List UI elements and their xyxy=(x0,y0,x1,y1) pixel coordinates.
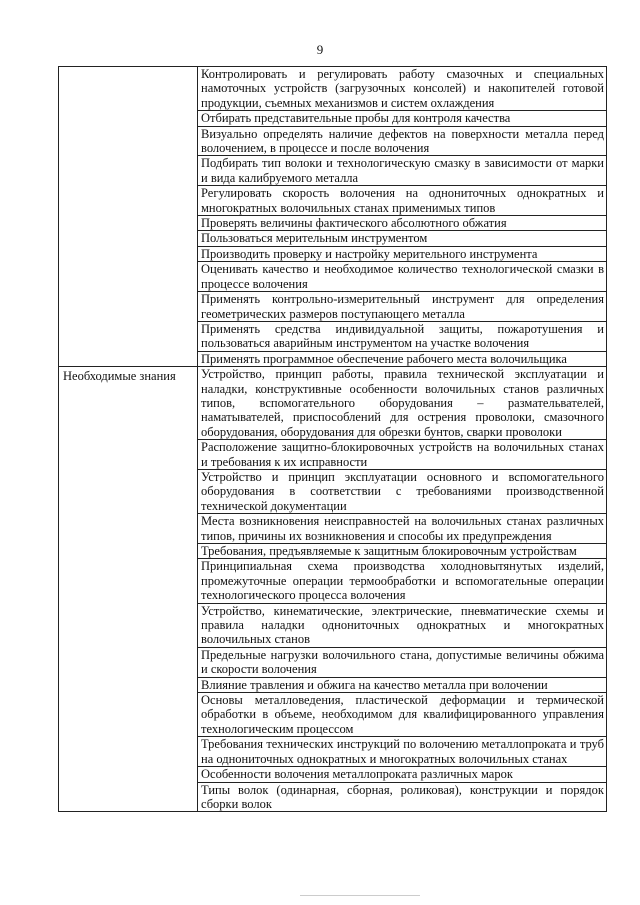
requirement-text: Особенности волочения металлопроката различных марок xyxy=(198,767,607,782)
section-label: Необходимые знания xyxy=(59,367,198,812)
requirement-text: Принципиальная схема производства холодновытянутых изделий, промежуточные операции термообработки и вспомогательные операции технологического процесса волочения xyxy=(198,559,607,603)
requirement-text: Оценивать качество и необходимое количество технологической смазки в процессе волочения xyxy=(198,262,607,292)
table-row xyxy=(59,367,607,440)
requirement-text: Устройство и принцип эксплуатации основного и вспомогательного оборудования в соответствии с требованиями производственной технической документации xyxy=(198,469,607,513)
requirement-text: Применять контрольно-измерительный инструмент для определения геометрических размеров поступающего металла xyxy=(198,292,607,322)
requirement-text: Требования, предъявляемые к защитным блокировочным устройствам xyxy=(198,544,607,559)
requirement-text: Применять программное обеспечение рабочего места волочильщика xyxy=(198,351,607,366)
requirement-text: Пользоваться мерительным инструментом xyxy=(198,231,607,246)
requirements-table-body xyxy=(59,67,607,812)
requirement-text: Применять средства индивидуальной защиты, пожаротушения и пользоваться аварийным инструментом на участке волочения xyxy=(198,321,607,351)
requirement-text: Требования технических инструкций по волочению металлопроката и труб на однониточных однократных и многократных волочильных станах xyxy=(198,737,607,767)
requirement-text: Влияние травления и обжига на качество металла при волочении xyxy=(198,677,607,692)
requirement-text: Контролировать и регулировать работу смазочных и специальных намоточных устройств (загрузочных консолей) и накопителей готовой продукции, съемных механизмов и систем охлаждения xyxy=(198,67,607,111)
requirement-text: Проверять величины фактического абсолютного обжатия xyxy=(198,216,607,231)
requirement-text: Производить проверку и настройку мерительного инструмента xyxy=(198,246,607,261)
scan-edge-line xyxy=(300,895,420,896)
page-number: 9 xyxy=(316,42,324,57)
requirement-text: Места возникновения неисправностей на волочильных станах различных типов, причины их возникновения и способы их предупреждения xyxy=(198,514,607,544)
requirement-text: Регулировать скорость волочения на однониточных однократных и многократных волочильных станах применимых типов xyxy=(198,186,607,216)
requirement-text: Отбирать представительные пробы для контроля качества xyxy=(198,111,607,126)
requirement-text: Устройство, кинематические, электрические, пневматические схемы и правила наладки однониточных однократных и многократных волочильных станов xyxy=(198,603,607,647)
requirements-table xyxy=(58,66,607,812)
requirement-text: Визуально определять наличие дефектов на поверхности металла перед волочением, в процессе и после волочения xyxy=(198,126,607,156)
requirement-text: Предельные нагрузки волочильного стана, допустимые величины обжима и скорости волочения xyxy=(198,647,607,677)
requirement-text: Устройство, принцип работы, правила технической эксплуатации и наладки, конструктивные особенности волочильных станов различных типов, вспомогательного оборудования – размательвателей, наматывателей, приспособлений для острения проволоки, смазочного оборудования, оборудования для обрезки бунтов, сварки проволоки xyxy=(198,367,607,440)
requirement-text: Основы металловедения, пластической деформации и термической обработки в объеме, необходимом для квалифицированного управления технологическим процессом xyxy=(198,693,607,737)
requirement-text: Подбирать тип волоки и технологическую смазку в зависимости от марки и вида калибруемого металла xyxy=(198,156,607,186)
section-label xyxy=(59,67,198,367)
requirement-text: Типы волок (одинарная, сборная, роликовая), конструкции и порядок сборки волок xyxy=(198,782,607,812)
table-row xyxy=(59,67,607,111)
requirement-text: Расположение защитно-блокировочных устройств на волочильных станах и требования к их исправности xyxy=(198,440,607,470)
